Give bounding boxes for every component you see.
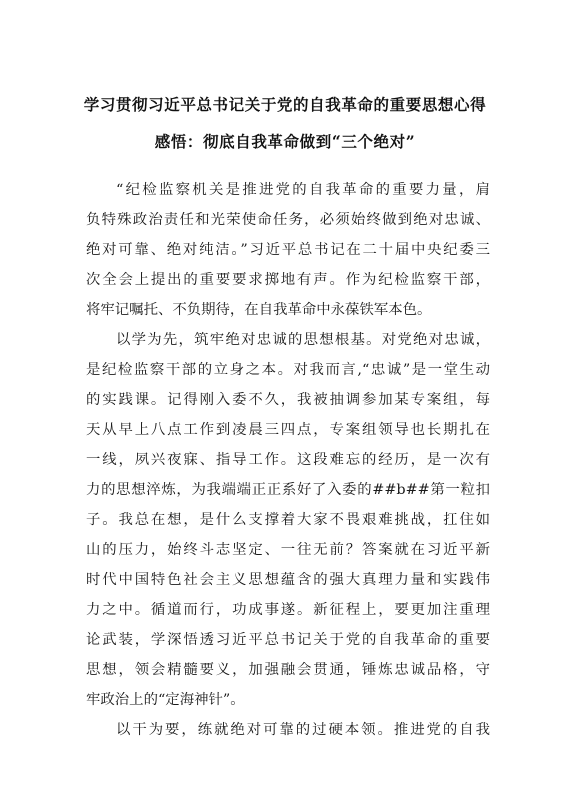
paragraph-line: 以学为先，筑牢绝对忠诚的思想根基。对党绝对忠诚， bbox=[116, 332, 490, 348]
paragraph-line: 负特殊政治责任和光荣使命任务，必须始终做到绝对忠诚、 bbox=[86, 212, 490, 228]
paragraph-line: 论武装，学深悟透习近平总书记关于党的自我革命的重要 bbox=[86, 632, 490, 648]
paragraph-line: 牢政治上的“定海神针”。 bbox=[86, 692, 245, 708]
paragraph-line: 山的压力，始终斗志坚定、一往无前？答案就在习近平新 bbox=[86, 542, 490, 558]
paragraph-line: 力之中。循道而行，功成事遂。新征程上，要更加注重理 bbox=[86, 602, 490, 618]
paragraph-line: 天从早上八点工作到凌晨三四点，专案组领导也长期扎在 bbox=[86, 422, 490, 438]
paragraph-line: 是纪检监察干部的立身之本。对我而言,“忠诚”是一堂生动 bbox=[86, 362, 490, 378]
paragraph-line: 次全会上提出的重要要求掷地有声。作为纪检监察干部， bbox=[86, 272, 490, 288]
paragraph-line: 绝对可靠、绝对纯洁。”习近平总书记在二十届中央纪委三 bbox=[86, 242, 490, 258]
paragraph-line: 一线，夙兴夜寐、指导工作。这段难忘的经历，是一次有 bbox=[86, 452, 490, 468]
paragraph-line: 思想，领会精髓要义，加强融会贯通，锤炼忠诚品格，守 bbox=[86, 662, 490, 678]
paragraph-line: 的实践课。记得刚入委不久，我被抽调参加某专案组，每 bbox=[86, 392, 490, 408]
paragraph-line: 将牢记嘱托、不负期待，在自我革命中永葆铁军本色。 bbox=[86, 302, 432, 318]
paragraph-line: 时代中国特色社会主义思想蕴含的强大真理力量和实践伟 bbox=[86, 572, 490, 588]
paragraph-line: 以干为要，练就绝对可靠的过硬本领。推进党的自我 bbox=[116, 722, 490, 738]
document-title-line-2: 感悟：彻底自我革命做到“三个绝对” bbox=[154, 132, 416, 151]
paragraph-line: 力的思想淬炼，为我端端正正系好了入委的##b##第一粒扣 bbox=[86, 482, 490, 498]
paragraph-line: 子。我总在想，是什么支撑着大家不畏艰难挑战，扛住如 bbox=[86, 512, 490, 528]
paragraph-line: “纪检监察机关是推进党的自我革命的重要力量，肩 bbox=[116, 182, 490, 198]
document-title-line-1: 学习贯彻习近平总书记关于党的自我革命的重要思想心得 bbox=[83, 95, 487, 114]
